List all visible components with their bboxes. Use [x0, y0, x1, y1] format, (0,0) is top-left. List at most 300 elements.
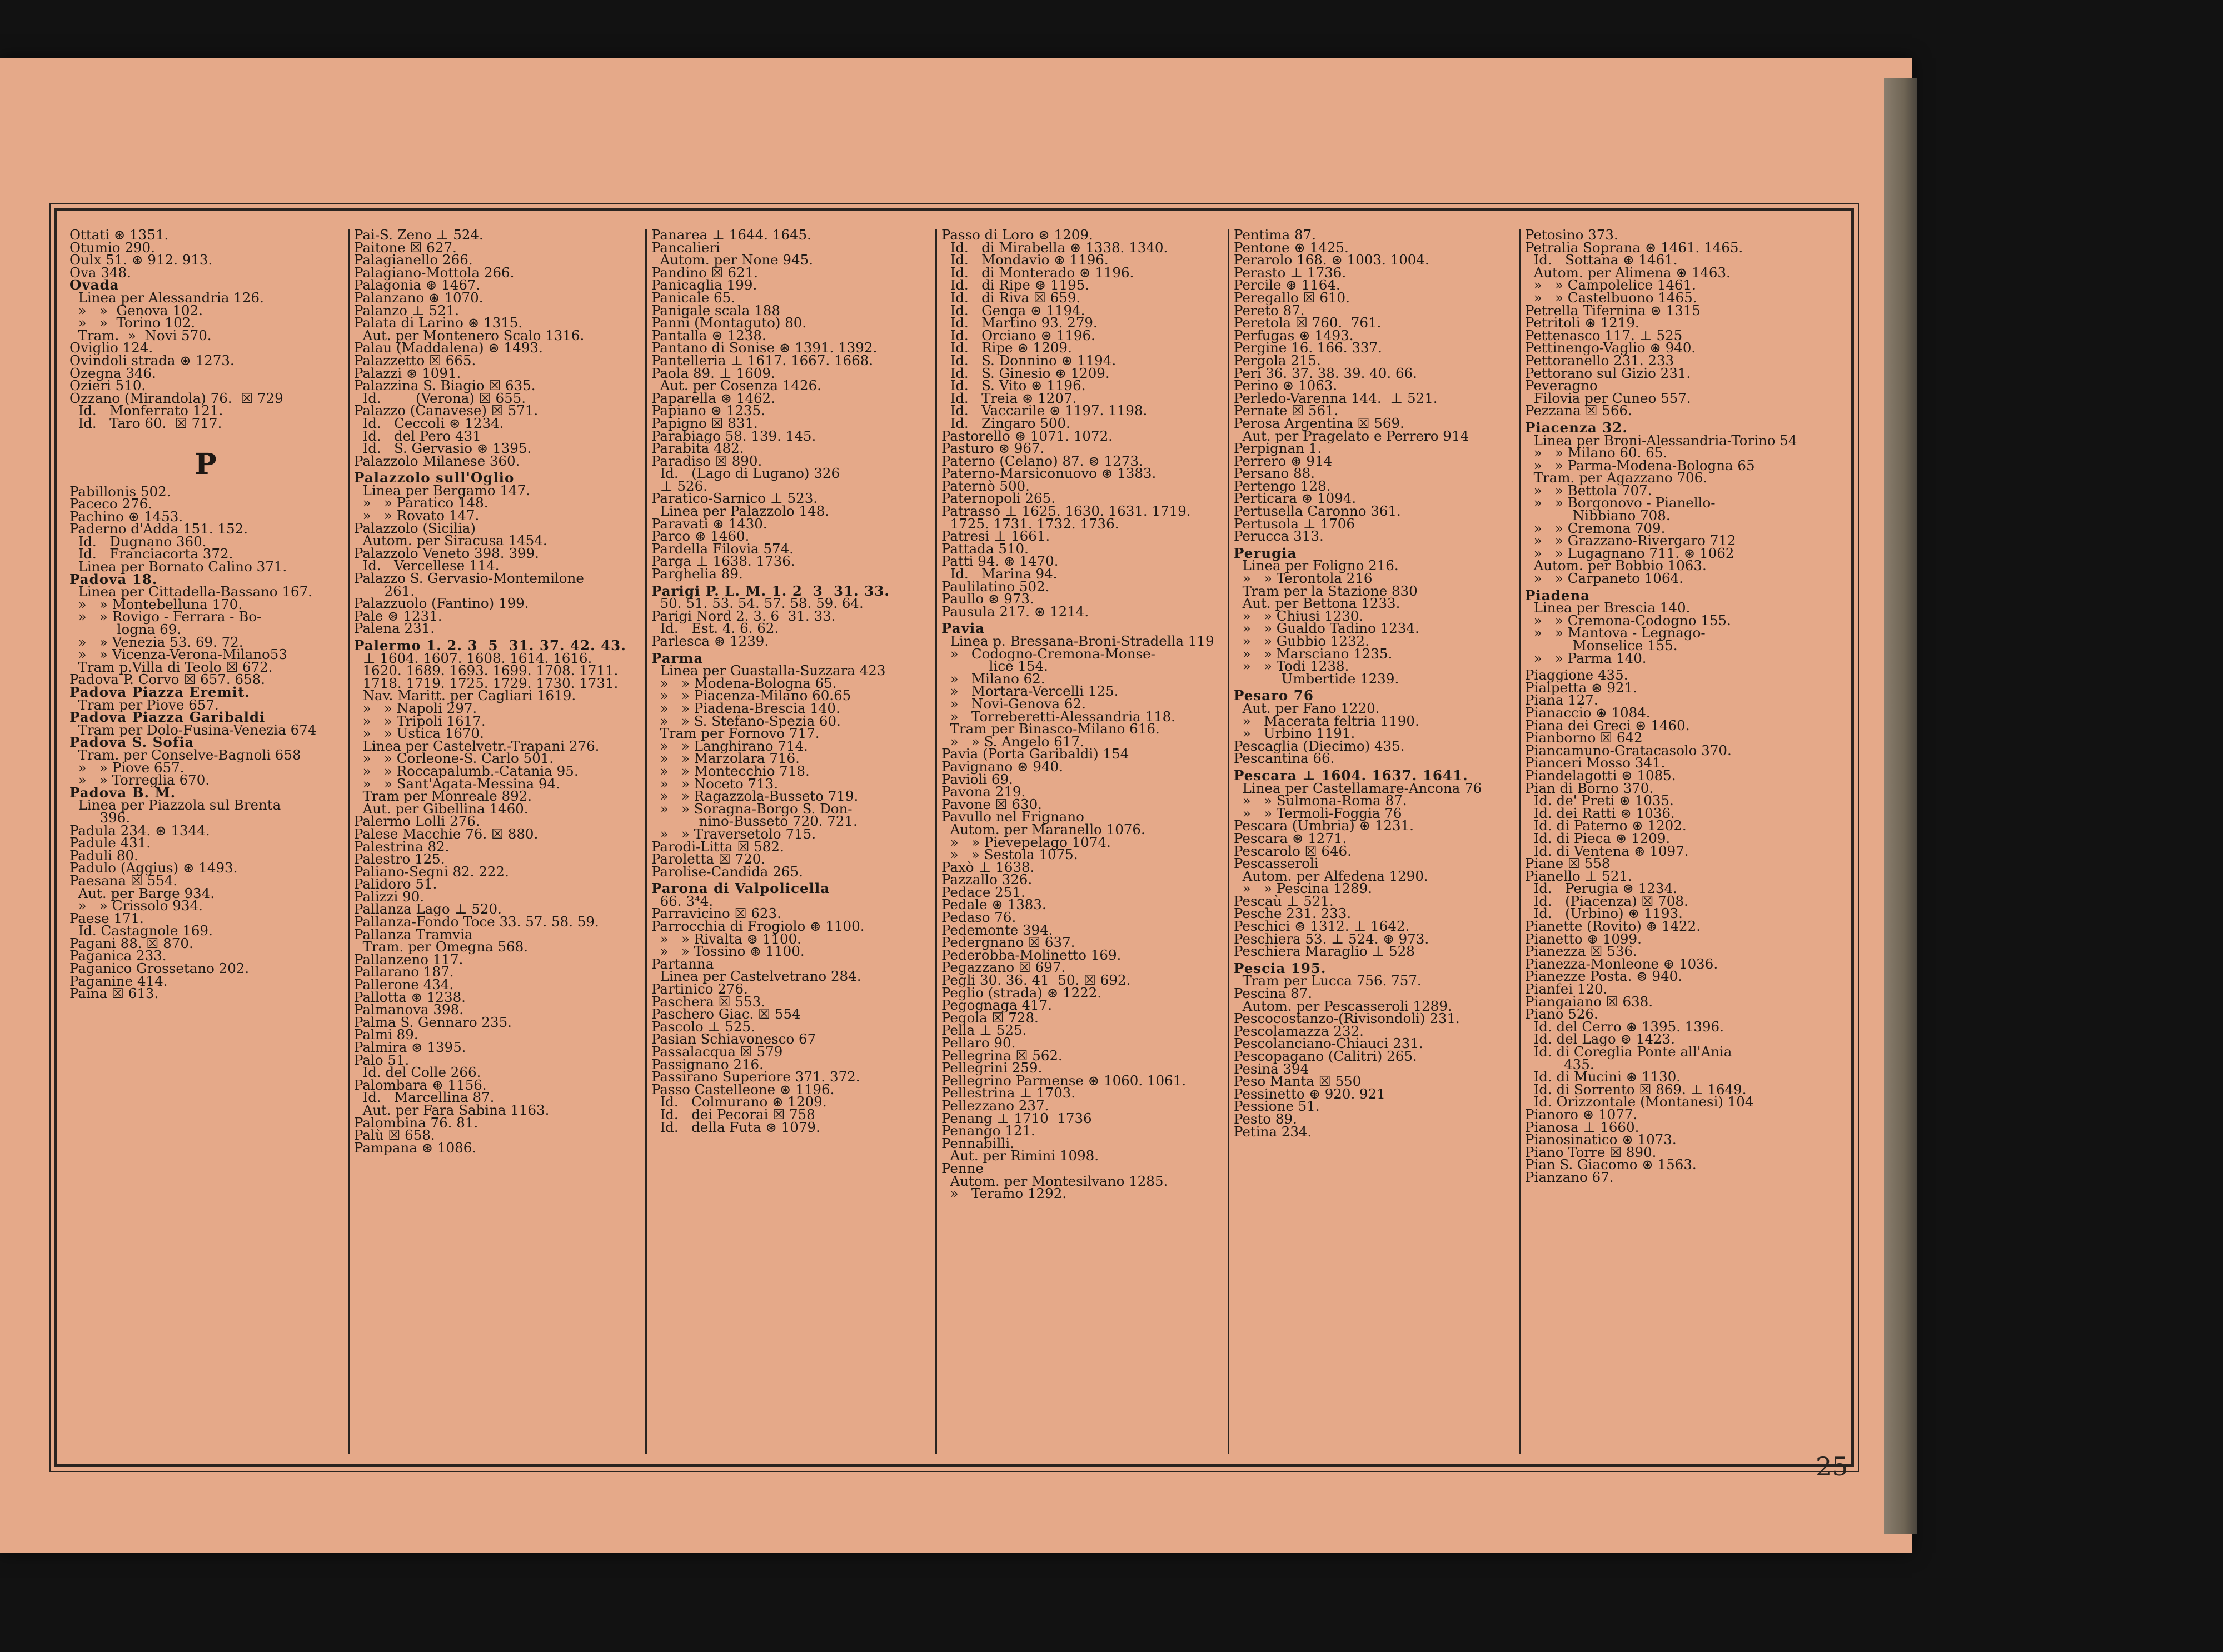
index-entry: Pianoro ⊛ 1077.: [1525, 1106, 1638, 1122]
index-entry: Paparella ⊛ 1462.: [651, 390, 776, 406]
index-entry: Id. Monferrato 121.: [69, 402, 223, 419]
index-entry: » » Campolelice 1461.: [1525, 277, 1696, 293]
index-entry: Parco ⊛ 1460.: [651, 528, 750, 545]
index-entry: Pescina 87.: [1234, 985, 1313, 1002]
index-entry: Pellestrina ⊥ 1703.: [941, 1085, 1076, 1101]
index-entry: Pianborno ☒ 642: [1525, 730, 1643, 746]
index-entry: Pereto 87.: [1234, 302, 1305, 318]
index-heading: Piadena: [1525, 587, 1591, 603]
index-entry: Pasian Schiavonesco 67: [651, 1031, 816, 1047]
index-entry: Id. Marina 94.: [941, 566, 1058, 582]
index-entry: Pantano di Sonise ⊛ 1391. 1392.: [651, 340, 878, 356]
index-entry: Pesto 89.: [1234, 1110, 1297, 1127]
index-entry: Palazzi ⊛ 1091.: [354, 365, 461, 381]
index-entry: Pedergnano ☒ 637.: [941, 934, 1075, 951]
index-entry: Pallotta ⊛ 1238.: [354, 989, 466, 1005]
index-entry: Palazzolo Milanese 360.: [354, 452, 520, 469]
index-entry: » » Rivalta ⊛ 1100.: [651, 930, 801, 947]
index-entry: » » Modena-Bologna 65.: [651, 675, 837, 691]
index-entry: Parrocchia di Frogiolo ⊛ 1100.: [651, 918, 865, 935]
index-entry: 435.: [1525, 1056, 1594, 1072]
index-entry: Parga ⊥ 1638. 1736.: [651, 553, 795, 570]
index-entry: Pianceri Mosso 341.: [1525, 755, 1666, 771]
index-entry: Padova P. Corvo ☒ 657. 658.: [69, 671, 265, 688]
index-entry: Pattada 510.: [941, 540, 1029, 557]
index-entry: Id. Ceccoli ⊛ 1234.: [354, 415, 504, 431]
index-entry: » » Rovigo - Ferrara - Bo-: [69, 608, 262, 625]
index-entry: Pai-S. Zeno ⊥ 524.: [354, 229, 484, 243]
index-entry: » » S. Stefano-Spezia 60.: [651, 712, 841, 729]
index-entry: Linea per Cittadella-Bassano 167.: [69, 583, 312, 600]
index-entry: » » Chiusi 1230.: [1234, 607, 1364, 624]
index-entry: Pardella Filovia 574.: [651, 540, 794, 557]
index-entry: Piaggione 435.: [1525, 667, 1628, 683]
index-heading: Ovada: [69, 277, 119, 293]
index-entry: » Codogno-Cremona-Monse-: [941, 645, 1155, 662]
index-entry: Pescara ⊛ 1271.: [1234, 830, 1347, 846]
index-entry: Id. de' Preti ⊛ 1035.: [1525, 792, 1674, 809]
index-entry: Pavia (Porta Garibaldi) 154: [941, 746, 1129, 762]
index-entry: Penne: [941, 1160, 984, 1176]
index-entry: Paganine 414.: [69, 972, 168, 989]
index-entry: » » Pievepelago 1074.: [941, 834, 1111, 850]
index-entry: Monselice 155.: [1525, 637, 1678, 653]
index-entry: Parravicino ☒ 623.: [651, 905, 781, 922]
index-entry: 50. 51. 53. 54. 57. 58. 59. 64.: [651, 595, 864, 612]
index-entry: Id. Vaccarile ⊛ 1197. 1198.: [941, 402, 1148, 419]
index-entry: Paternò 500.: [941, 477, 1030, 494]
index-entry: Paganico Grossetano 202.: [69, 960, 250, 977]
index-entry: Patti 94. ⊛ 1470.: [941, 553, 1059, 570]
index-entry: Pandino ☒ 621.: [651, 264, 758, 281]
index-entry: Pagani 88. ☒ 870.: [69, 935, 193, 951]
index-entry: Partinico 276.: [651, 981, 748, 997]
spacer: [69, 439, 342, 443]
index-entry: Id. (Piacenza) ☒ 708.: [1525, 892, 1688, 909]
index-entry: Persano 88.: [1234, 465, 1315, 482]
index-entry: Autom. per Siracusa 1454.: [354, 532, 547, 549]
index-entry: Pescolanciano-Chiauci 231.: [1234, 1035, 1423, 1052]
index-entry: Petritoli ⊛ 1219.: [1525, 315, 1639, 331]
index-entry: Perino ⊛ 1063.: [1234, 377, 1338, 394]
index-entry: Palù ☒ 658.: [354, 1127, 435, 1144]
index-entry: Pellaro 90.: [941, 1035, 1016, 1051]
index-entry: Pallanza Lago ⊥ 520.: [354, 901, 502, 917]
index-entry: Panigale scala 188: [651, 302, 780, 318]
index-entry: Piancamuno-Gratacasolo 370.: [1525, 742, 1732, 758]
index-entry: Passignano 216.: [651, 1056, 764, 1072]
index-entry: Id. Perugia ⊛ 1234.: [1525, 880, 1677, 897]
index-entry: Palo 51.: [354, 1051, 410, 1068]
index-entry: » » Vicenza-Verona-Milano53: [69, 646, 287, 663]
index-entry: Umbertide 1239.: [1234, 670, 1399, 687]
index-entry: Pavona 219.: [941, 783, 1026, 800]
index-entry: » » Crissolo 934.: [69, 897, 203, 914]
index-entry: » » Grazzano-Rivergaro 712: [1525, 532, 1736, 549]
index-entry: Pescocostanzo-(Rivisondoli) 231.: [1234, 1010, 1460, 1027]
index-entry: Paschero Giac. ☒ 554: [651, 1006, 801, 1022]
index-entry: » » Montebelluna 170.: [69, 596, 243, 612]
index-column-4: [935, 229, 1226, 1454]
index-heading: Padova 18.: [69, 571, 158, 587]
index-entry: Pianetto ⊛ 1099.: [1525, 930, 1642, 947]
index-entry: Peri 36. 37. 38. 39. 40. 66.: [1234, 365, 1417, 381]
index-entry: Id. di Pieca ⊛ 1209.: [1525, 830, 1671, 846]
index-column-2: [348, 229, 644, 1454]
index-entry: Paradiso ☒ 890.: [651, 452, 762, 469]
index-entry: Id. Orizzontale (Montanesi) 104: [1525, 1094, 1754, 1110]
index-entry: 1718. 1719. 1725. 1729. 1730. 1731.: [354, 675, 619, 691]
index-entry: Id. Castagnole 169.: [69, 922, 213, 939]
index-entry: Padulo (Aggius) ⊛ 1493.: [69, 860, 238, 876]
index-entry: Autom. per Maranello 1076.: [941, 821, 1145, 837]
index-entry: Linea per Foligno 216.: [1234, 557, 1399, 574]
index-entry: Petosino 373.: [1525, 229, 1618, 243]
index-entry: Pedaso 76.: [941, 909, 1016, 926]
index-heading: Piacenza 32.: [1525, 419, 1628, 436]
index-entry: Aut. per Fara Sabina 1163.: [354, 1101, 550, 1118]
index-entry: Parghelia 89.: [651, 566, 743, 582]
index-entry: Id. Taro 60. ☒ 717.: [69, 415, 222, 431]
index-entry: Panicaglia 199.: [651, 277, 757, 293]
index-entry: Linea per Castellamare-Ancona 76: [1234, 780, 1482, 796]
index-entry: Palmanova 398.: [354, 1001, 463, 1018]
index-entry: » » Rovato 147.: [354, 507, 480, 524]
index-entry: Paterno-Marsiconuovo ⊛ 1383.: [941, 465, 1157, 482]
index-entry: » Milano 62.: [941, 670, 1045, 687]
index-entry: Peretola ☒ 760. 761.: [1234, 315, 1382, 331]
index-entry: Palermo Lolli 276.: [354, 813, 480, 830]
index-entry: » » S. Angelo 617.: [941, 733, 1084, 750]
index-entry: Penang ⊥ 1710 1736: [941, 1110, 1092, 1126]
index-entry: Pedace 251.: [941, 884, 1025, 900]
index-entry: Pentima 87.: [1234, 229, 1316, 243]
index-entry: Paliano-Segni 82. 222.: [354, 863, 509, 880]
index-entry: Piana 127.: [1525, 692, 1598, 708]
index-entry: Tram. per Conselve-Bagnoli 658: [69, 746, 301, 763]
index-entry: Aut. per Barge 934.: [69, 885, 215, 901]
index-entry: lice 154.: [941, 658, 1048, 675]
index-entry: Parigi Nord 2. 3. 6 31. 33.: [651, 607, 836, 624]
index-entry: Palazzuolo (Fantino) 199.: [354, 595, 529, 612]
index-entry: Pianette (Rovito) ⊛ 1422.: [1525, 918, 1701, 935]
index-entry: Pianaccio ⊛ 1084.: [1525, 704, 1651, 721]
index-entry: Pasturo ⊛ 967.: [941, 440, 1045, 457]
index-entry: Id. di Coreglia Ponte all'Ania: [1525, 1044, 1732, 1060]
index-entry: Pian di Borno 370.: [1525, 780, 1654, 796]
index-entry: Palagonia ⊛ 1467.: [354, 277, 481, 293]
index-entry: Passirano Superiore 371. 372.: [651, 1069, 860, 1085]
index-entry: » Novi-Genova 62.: [941, 695, 1086, 712]
index-entry: Pedale ⊛ 1383.: [941, 896, 1046, 913]
index-entry: Nibbiano 708.: [1525, 507, 1671, 524]
index-entry: Perpignan 1.: [1234, 440, 1322, 457]
index-entry: Perrero ⊛ 914: [1234, 452, 1333, 469]
index-entry: Peregallo ☒ 610.: [1234, 289, 1350, 306]
index-heading: Pescia 195.: [1234, 960, 1327, 976]
index-entry: Panni (Montaguto) 80.: [651, 315, 807, 331]
index-entry: nino-Busseto 720. 721.: [651, 813, 858, 830]
index-entry: Pedemonte 394.: [941, 921, 1053, 938]
index-entry: Paxò ⊥ 1638.: [941, 859, 1035, 875]
index-heading: Palazzolo sull'Oglio: [354, 470, 515, 486]
index-entry: Tram per Binasco-Milano 616.: [941, 721, 1160, 737]
index-entry: Ovindoli strada ⊛ 1273.: [69, 352, 235, 368]
index-entry: Palese Macchie 76. ☒ 880.: [354, 825, 539, 842]
index-entry: Id. Martino 93. 279.: [941, 315, 1098, 331]
index-entry: » » Napoli 297.: [354, 700, 477, 716]
index-entry: Id. della Futa ⊛ 1079.: [651, 1119, 820, 1135]
index-entry: Id. Sottana ⊛ 1461.: [1525, 252, 1678, 268]
index-entry: Piandelagotti ⊛ 1085.: [1525, 767, 1676, 783]
index-entry: » » Langhirano 714.: [651, 737, 808, 754]
index-entry: Pantelleria ⊥ 1617. 1667. 1668.: [651, 352, 874, 368]
index-entry: Id. Zingaro 500.: [941, 415, 1070, 431]
index-entry: » » Tossino ⊛ 1100.: [651, 943, 805, 960]
index-entry: » Torreberetti-Alessandria 118.: [941, 708, 1175, 725]
index-heading: Parma: [651, 650, 704, 666]
index-entry: Ozegna 346.: [69, 365, 156, 381]
index-entry: » Macerata feltria 1190.: [1234, 712, 1419, 729]
index-entry: » Teramo 1292.: [941, 1185, 1067, 1202]
index-frame: [54, 208, 1854, 1467]
index-entry: Id. del Pero 431: [354, 427, 481, 444]
index-entry: Palazzo S. Gervasio-Montemilone: [354, 570, 584, 587]
index-entry: Pescaglia (Diecimo) 435.: [1234, 737, 1405, 754]
index-entry: Perticara ⊛ 1094.: [1234, 490, 1357, 507]
index-entry: » » Terontola 216: [1234, 570, 1373, 587]
index-entry: Petina 234.: [1234, 1123, 1312, 1140]
index-entry: Pianezza-Monleone ⊛ 1036.: [1525, 955, 1718, 972]
index-entry: » » Parma 140.: [1525, 650, 1647, 666]
index-entry: Id. del Cerro ⊛ 1395. 1396.: [1525, 1018, 1724, 1035]
index-entry: Aut. per Fano 1220.: [1234, 700, 1380, 716]
index-entry: Petralia Soprana ⊛ 1461. 1465.: [1525, 239, 1743, 256]
index-entry: Pescolamazza 232.: [1234, 1022, 1364, 1039]
index-entry: Parabita 482.: [651, 440, 744, 457]
index-entry: » Mortara-Vercelli 125.: [941, 683, 1119, 700]
index-entry: Parabiago 58. 139. 145.: [651, 427, 816, 444]
index-entry: Autom. per Alfedena 1290.: [1234, 867, 1428, 884]
index-entry: Id. S. Vito ⊛ 1196.: [941, 377, 1086, 394]
index-entry: Palmi 89.: [354, 1026, 418, 1043]
index-entry: Autom. per Bobbio 1063.: [1525, 557, 1707, 574]
index-entry: Parlesca ⊛ 1239.: [651, 633, 769, 649]
index-entry: 396.: [69, 809, 131, 826]
index-heading: Parigi P. L. M. 1. 2 3 31. 33.: [651, 582, 890, 599]
index-entry: Pallarano 187.: [354, 964, 454, 980]
index-entry: » » Cremona 709.: [1525, 520, 1666, 536]
index-entry: Pegognaga 417.: [941, 997, 1053, 1014]
index-entry: 66. 3⁴4.: [651, 892, 714, 909]
index-entry: Pianello ⊥ 521.: [1525, 867, 1632, 884]
index-entry: » » Pescina 1289.: [1234, 880, 1373, 897]
index-entry: Id. Colmurano ⊛ 1209.: [651, 1094, 827, 1110]
index-entry: Palazzina S. Biagio ☒ 635.: [354, 377, 536, 394]
index-entry: Id. Franciacorta 372.: [69, 546, 233, 562]
index-entry: Palena 231.: [354, 620, 435, 637]
index-heading: Parona di Valpolicella: [651, 880, 830, 897]
index-entry: » » Genova 102.: [69, 302, 203, 318]
index-entry: Pellegrini 259.: [941, 1060, 1043, 1076]
spacer: [69, 435, 342, 439]
index-entry: Pallanza Tramvia: [354, 926, 473, 942]
index-entry: Palata di Larino ⊛ 1315.: [354, 315, 523, 331]
index-entry: Palazzolo Veneto 398. 399.: [354, 545, 539, 561]
index-entry: » » Gualdo Tadino 1234.: [1234, 620, 1419, 637]
index-entry: Paschera ☒ 553.: [651, 993, 765, 1010]
index-entry: » » Roccapalumb.-Catania 95.: [354, 762, 579, 779]
index-entry: Palma S. Gennaro 235.: [354, 1014, 512, 1030]
index-entry: Peso Manta ☒ 550: [1234, 1073, 1362, 1090]
index-entry: Petrella Tifernina ⊛ 1315: [1525, 302, 1701, 318]
index-entry: Pesina 394: [1234, 1060, 1309, 1077]
index-entry: Linea per Alessandria 126.: [69, 289, 264, 306]
index-entry: Pausula 217. ⊛ 1214.: [941, 603, 1089, 620]
index-entry: » » Cremona-Codogno 155.: [1525, 612, 1731, 628]
index-entry: » » Piove 657.: [69, 759, 185, 776]
index-entry: Patresi ⊥ 1661.: [941, 528, 1050, 545]
index-entry: Id. S. Gervasio ⊛ 1395.: [354, 440, 532, 457]
index-entry: Pescaù ⊥ 521.: [1234, 892, 1334, 909]
index-entry: Ottati ⊛ 1351.: [69, 229, 169, 243]
index-entry: Paroletta ☒ 720.: [651, 851, 766, 867]
index-entry: Id. di Ripe ⊛ 1195.: [941, 277, 1090, 293]
index-entry: Linea per Bornato Calino 371.: [69, 558, 287, 575]
index-entry: Paganica 233.: [69, 947, 167, 964]
index-entry: Palau (Maddalena) ⊛ 1493.: [354, 340, 543, 356]
index-entry: Perucca 313.: [1234, 528, 1324, 545]
index-entry: Pellegrino Parmense ⊛ 1060. 1061.: [941, 1072, 1187, 1089]
index-entry: Linea per Castelvetr.-Trapani 276.: [354, 737, 600, 754]
index-entry: Pascolo ⊥ 525.: [651, 1018, 755, 1035]
index-entry: Pescarolo ☒ 646.: [1234, 842, 1352, 859]
index-entry: Id. di Riva ☒ 659.: [941, 289, 1081, 306]
index-entry: Pegola ☒ 728.: [941, 1009, 1039, 1026]
index-entry: Paduli 80.: [69, 847, 138, 864]
index-entry: » » Venezia 53. 69. 72.: [69, 633, 243, 650]
index-entry: Pergine 16. 166. 337.: [1234, 340, 1382, 356]
index-column-3: [645, 229, 934, 1454]
index-entry: Tram per Dolo-Fusina-Venezia 674: [69, 721, 317, 738]
index-entry: ⊥ 526.: [651, 477, 707, 494]
index-heading: Perugia: [1234, 545, 1297, 561]
index-entry: Pertengo 128.: [1234, 477, 1331, 494]
index-entry: Passo di Loro ⊛ 1209.: [941, 229, 1093, 243]
index-entry: Id. di Mirabella ⊛ 1338. 1340.: [941, 239, 1168, 256]
index-entry: Panicale 65.: [651, 289, 736, 306]
index-entry: Tram per Piove 657.: [69, 696, 219, 713]
index-entry: Filovia per Cuneo 557.: [1525, 390, 1691, 406]
index-entry: Piangaiano ☒ 638.: [1525, 993, 1653, 1010]
index-entry: Pavullo nel Frignano: [941, 808, 1084, 825]
index-entry: Pavone ☒ 630.: [941, 796, 1042, 812]
index-entry: Autom. per Montesilvano 1285.: [941, 1172, 1168, 1189]
page-number: 25: [1816, 1451, 1848, 1481]
index-entry: Tram. » Novi 570.: [69, 327, 212, 343]
index-entry: Piana dei Greci ⊛ 1460.: [1525, 717, 1690, 733]
index-entry: Palazzo (Canavese) ☒ 571.: [354, 402, 539, 419]
index-entry: Paceco 276.: [69, 496, 153, 512]
index-entry: Palestro 125.: [354, 851, 445, 867]
index-entry: Papigno ☒ 831.: [651, 415, 758, 431]
index-entry: Piano Torre ☒ 890.: [1525, 1144, 1657, 1160]
index-entry: Peschiera 53. ⊥ 524. ⊛ 973.: [1234, 930, 1429, 947]
index-entry: Pian S. Giacomo ⊛ 1563.: [1525, 1156, 1697, 1173]
index-entry: Linea per Palazzolo 148.: [651, 503, 829, 520]
index-entry: Parolise-Candida 265.: [651, 863, 803, 880]
index-entry: Pescantina 66.: [1234, 750, 1335, 767]
index-entry: Nav. Maritt. per Cagliari 1619.: [354, 687, 576, 704]
index-entry: Palombina 76. 81.: [354, 1114, 479, 1131]
index-entry: Tram per la Stazione 830: [1234, 582, 1418, 599]
index-entry: Perfugas ⊛ 1493.: [1234, 327, 1354, 343]
index-entry: » » Marsciano 1235.: [1234, 645, 1393, 662]
index-entry: » » Torino 102.: [69, 315, 196, 331]
index-entry: Ova 348.: [69, 264, 131, 281]
index-entry: » » Ustica 1670.: [354, 725, 484, 742]
index-entry: Pialpetta ⊛ 921.: [1525, 679, 1637, 696]
index-entry: Otumio 290.: [69, 239, 155, 256]
index-entry: Paravati ⊛ 1430.: [651, 515, 767, 532]
index-entry: Pettoranello 231. 233: [1525, 352, 1674, 368]
index-entry: Perledo-Varenna 144. ⊥ 521.: [1234, 390, 1438, 406]
index-entry: Id. dei Pecorai ☒ 758: [651, 1106, 815, 1122]
index-entry: Palizzi 90.: [354, 888, 425, 905]
index-entry: Perosa Argentina ☒ 569.: [1234, 415, 1404, 431]
index-entry: Palmira ⊛ 1395.: [354, 1039, 466, 1055]
index-entry: Id. di Sorrento ☒ 869. ⊥ 1649.: [1525, 1081, 1747, 1097]
index-entry: Pantalla ⊛ 1238.: [651, 327, 766, 343]
index-entry: Linea per Bergamo 147.: [354, 482, 530, 498]
index-entry: Id. (Urbino) ⊛ 1193.: [1525, 905, 1683, 922]
index-entry: Paesana ☒ 554.: [69, 872, 178, 889]
index-entry: Perasto ⊥ 1736.: [1234, 264, 1347, 281]
index-entry: Id. di Ventena ⊛ 1097.: [1525, 842, 1689, 859]
index-entry: Palagianello 266.: [354, 252, 473, 268]
index-entry: Pettenasco 117. ⊥ 525: [1525, 327, 1683, 343]
index-entry: Passalacqua ☒ 579: [651, 1044, 783, 1060]
index-entry: Pennabilli.: [941, 1135, 1014, 1151]
index-entry: Palazzetto ☒ 665.: [354, 352, 476, 368]
index-entry: Id. dei Ratti ⊛ 1036.: [1525, 805, 1675, 821]
index-entry: Aut. per Montenero Scalo 1316.: [354, 327, 585, 343]
index-entry: » » Castelbuono 1465.: [1525, 289, 1697, 306]
index-entry: Panarea ⊥ 1644. 1645.: [651, 229, 811, 243]
index-entry: Pergola 215.: [1234, 352, 1321, 368]
index-entry: Peveragno: [1525, 377, 1598, 394]
index-entry: Autom. per None 945.: [651, 252, 813, 268]
index-entry: Pampana ⊛ 1086.: [354, 1139, 477, 1156]
index-entry: Pavioli 69.: [941, 771, 1013, 787]
index-entry: Paulilatino 502.: [941, 578, 1050, 595]
index-entry: » » Termoli-Foggia 76: [1234, 805, 1402, 821]
index-entry: » » Montecchio 718.: [651, 762, 810, 779]
index-entry: Pavignano ⊛ 940.: [941, 758, 1063, 775]
index-entry: Tram p.Villa di Teolo ☒ 672.: [69, 658, 273, 675]
index-entry: Pesche 231. 233.: [1234, 905, 1352, 922]
index-heading: Padova Piazza Eremit.: [69, 684, 250, 700]
index-entry: 1620. 1689. 1693. 1699. 1708. 1711.: [354, 662, 619, 679]
index-entry: Piane ☒ 558: [1525, 855, 1611, 872]
index-entry: Id. Orciano ⊛ 1196.: [941, 327, 1095, 343]
index-entry: Linea per Broni-Alessandria-Torino 54: [1525, 432, 1797, 448]
index-entry: Piano 526.: [1525, 1006, 1598, 1022]
index-entry: 1725. 1731. 1732. 1736.: [941, 515, 1119, 532]
index-entry: Id. di Mucini ⊛ 1130.: [1525, 1069, 1681, 1085]
index-entry: Id. del Colle 266.: [354, 1064, 481, 1081]
index-entry: » » Sestola 1075.: [941, 846, 1078, 863]
